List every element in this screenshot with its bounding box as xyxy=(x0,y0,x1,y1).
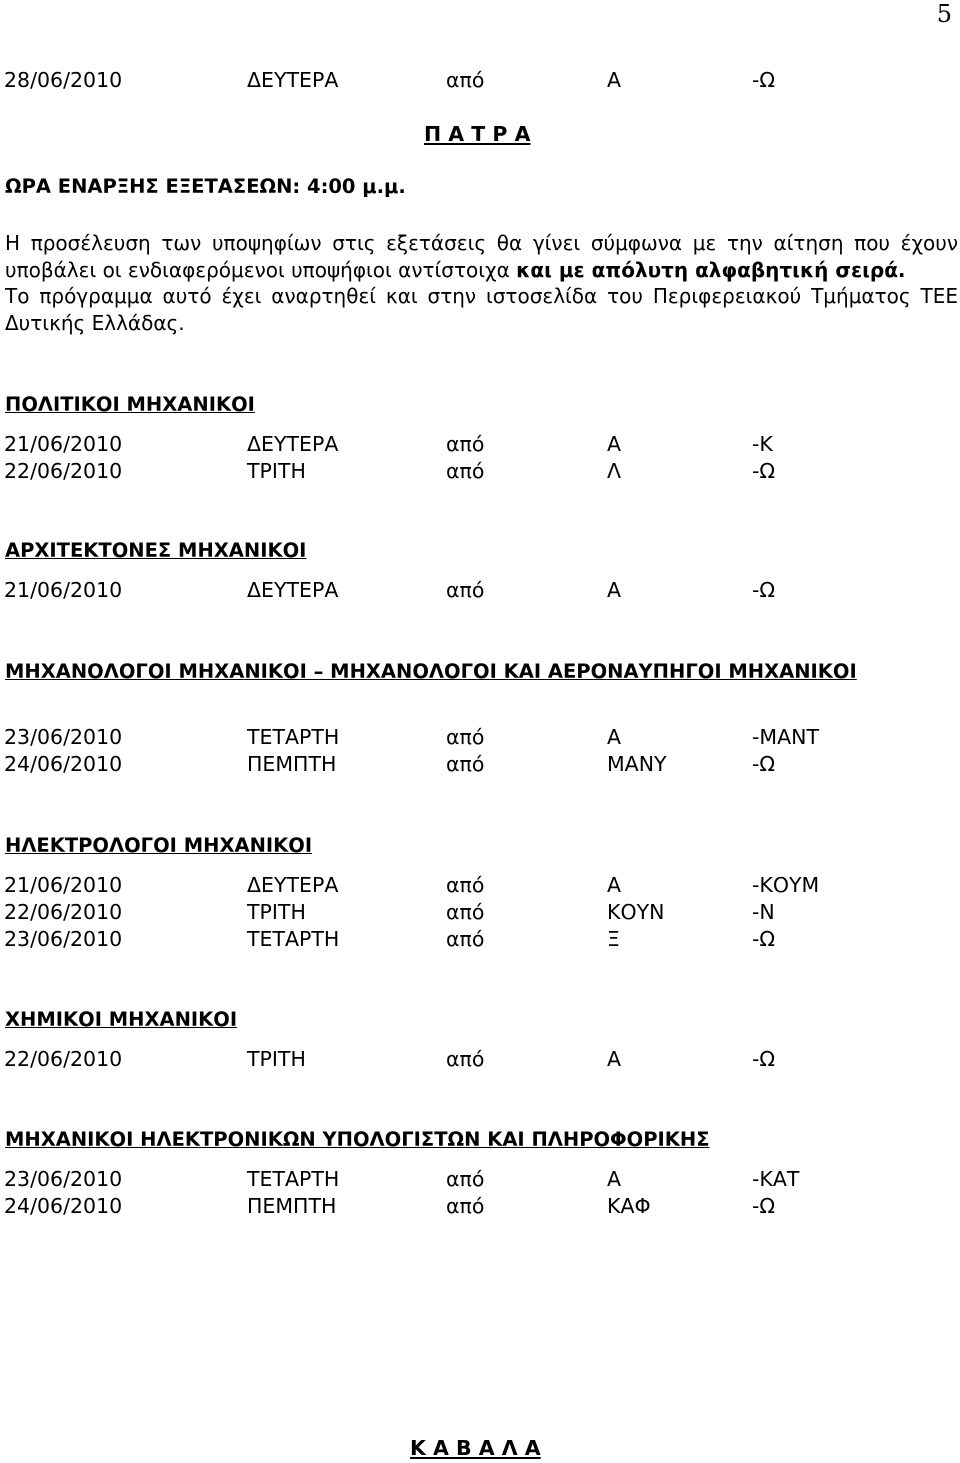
row-day: ΤΡΙΤΗ xyxy=(247,459,306,483)
section-title-architects: ΑΡΧΙΤΕΚΤΟΝΕΣ ΜΗΧΑΝΙΚΟΙ xyxy=(5,539,307,562)
row-range-start: Ξ xyxy=(607,927,620,951)
row-day: ΤΕΤΑΡΤΗ xyxy=(247,927,340,951)
row-day: ΠΕΜΠΤΗ xyxy=(247,752,337,776)
exam-start-time: ΩΡΑ ΕΝΑΡΞΗΣ ΕΞΕΤΑΣΕΩΝ: 4:00 μ.μ. xyxy=(5,175,406,198)
row-day: ΤΡΙΤΗ xyxy=(247,900,306,924)
row-range-end: -Κ xyxy=(752,432,773,456)
row-range-start: Λ xyxy=(607,459,622,483)
section-title-electrical: ΗΛΕΚΤΡΟΛΟΓΟΙ ΜΗΧΑΝΙΚΟΙ xyxy=(5,834,313,857)
row-range-end: -ΚΟΥΜ xyxy=(752,873,820,897)
notice-paragraph xyxy=(5,230,958,336)
row-from: από xyxy=(446,432,485,456)
section-title-computer-engineering: ΜΗΧΑΝΙΚΟΙ ΗΛΕΚΤΡΟΝΙΚΩΝ ΥΠΟΛΟΓΙΣΤΩΝ ΚΑΙ ΠΛΗΡΟΦΟΡΙΚΗΣ xyxy=(5,1128,710,1151)
row-from: από xyxy=(446,578,485,602)
row-range-start: Α xyxy=(607,1167,622,1191)
row-range-start: Α xyxy=(607,68,622,92)
row-range-end: -Ω xyxy=(752,1194,776,1218)
row-date: 22/06/2010 xyxy=(4,900,123,924)
city-heading-patra: Π Α Τ Ρ Α xyxy=(424,122,531,146)
row-day: ΔΕΥΤΕΡΑ xyxy=(247,873,339,897)
row-range-start: Α xyxy=(607,1047,622,1071)
row-range-start: ΚΑΦ xyxy=(607,1194,651,1218)
row-day: ΔΕΥΤΕΡΑ xyxy=(247,68,339,92)
row-date: 22/06/2010 xyxy=(4,1047,123,1071)
row-from: από xyxy=(446,900,485,924)
row-range-start: Α xyxy=(607,432,622,456)
row-from: από xyxy=(446,873,485,897)
row-day: ΠΕΜΠΤΗ xyxy=(247,1194,337,1218)
row-day: ΤΡΙΤΗ xyxy=(247,1047,306,1071)
row-from: από xyxy=(446,459,485,483)
row-range-start: ΜΑΝΥ xyxy=(607,752,667,776)
notice-line-1-bold: και με απόλυτη αλφαβητική σειρά. xyxy=(516,257,906,282)
row-day: ΔΕΥΤΕΡΑ xyxy=(247,432,339,456)
row-from: από xyxy=(446,927,485,951)
row-date: 21/06/2010 xyxy=(4,578,123,602)
city-heading-kavala: Κ Α Β Α Λ Α xyxy=(410,1436,541,1460)
row-date: 23/06/2010 xyxy=(4,927,123,951)
row-date: 21/06/2010 xyxy=(4,873,123,897)
row-from: από xyxy=(446,752,485,776)
row-date: 24/06/2010 xyxy=(4,752,123,776)
row-range-end: -Ω xyxy=(752,578,776,602)
row-range-start: Α xyxy=(607,725,622,749)
row-range-end: -Ω xyxy=(752,459,776,483)
row-day: ΤΕΤΑΡΤΗ xyxy=(247,1167,340,1191)
row-from: από xyxy=(446,68,485,92)
row-from: από xyxy=(446,1047,485,1071)
row-range-end: -Ω xyxy=(752,752,776,776)
row-date: 21/06/2010 xyxy=(4,432,123,456)
row-date: 24/06/2010 xyxy=(4,1194,123,1218)
row-range-start: ΚΟΥΝ xyxy=(607,900,665,924)
row-from: από xyxy=(446,1167,485,1191)
row-range-end: -Ω xyxy=(752,1047,776,1071)
row-from: από xyxy=(446,725,485,749)
section-title-mechanical: ΜΗΧΑΝΟΛΟΓΟΙ ΜΗΧΑΝΙΚΟΙ – ΜΗΧΑΝΟΛΟΓΟΙ ΚΑΙ ΑΕΡΟΝΑΥΠΗΓΟΙ ΜΗΧΑΝΙΚΟΙ xyxy=(5,660,857,683)
row-day: ΔΕΥΤΕΡΑ xyxy=(247,578,339,602)
row-date: 22/06/2010 xyxy=(4,459,123,483)
row-range-end: -ΜΑΝΤ xyxy=(752,725,819,749)
notice-line-2: Το πρόγραμμα αυτό έχει αναρτηθεί και στην ιστοσελίδα του Περιφερειακού Τμήματος ΤΕΕ Δυτικής Ελλάδας. xyxy=(5,284,958,335)
section-title-chemical: ΧΗΜΙΚΟΙ ΜΗΧΑΝΙΚΟΙ xyxy=(5,1008,238,1031)
row-range-start: Α xyxy=(607,578,622,602)
row-date: 23/06/2010 xyxy=(4,1167,123,1191)
row-range-end: -Ν xyxy=(752,900,775,924)
row-day: ΤΕΤΑΡΤΗ xyxy=(247,725,340,749)
section-title-civil: ΠΟΛΙΤΙΚΟΙ ΜΗΧΑΝΙΚΟΙ xyxy=(5,393,255,416)
row-date: 23/06/2010 xyxy=(4,725,123,749)
row-range-end: -Ω xyxy=(752,68,776,92)
notice-line-1 xyxy=(5,230,958,283)
row-range-end: -Ω xyxy=(752,927,776,951)
row-from: από xyxy=(446,1194,485,1218)
page-number: 5 xyxy=(936,0,952,28)
row-date: 28/06/2010 xyxy=(4,68,123,92)
row-range-start: Α xyxy=(607,873,622,897)
row-range-end: -ΚΑΤ xyxy=(752,1167,800,1191)
notice-line-1-normal: Η προσέλευση των υποψηφίων στις εξετάσεις θα γίνει σύμφωνα με την αίτηση που έχουν υποβάλει οι ενδιαφερόμενοι υποψήφιοι αντίστοιχα xyxy=(5,231,958,282)
